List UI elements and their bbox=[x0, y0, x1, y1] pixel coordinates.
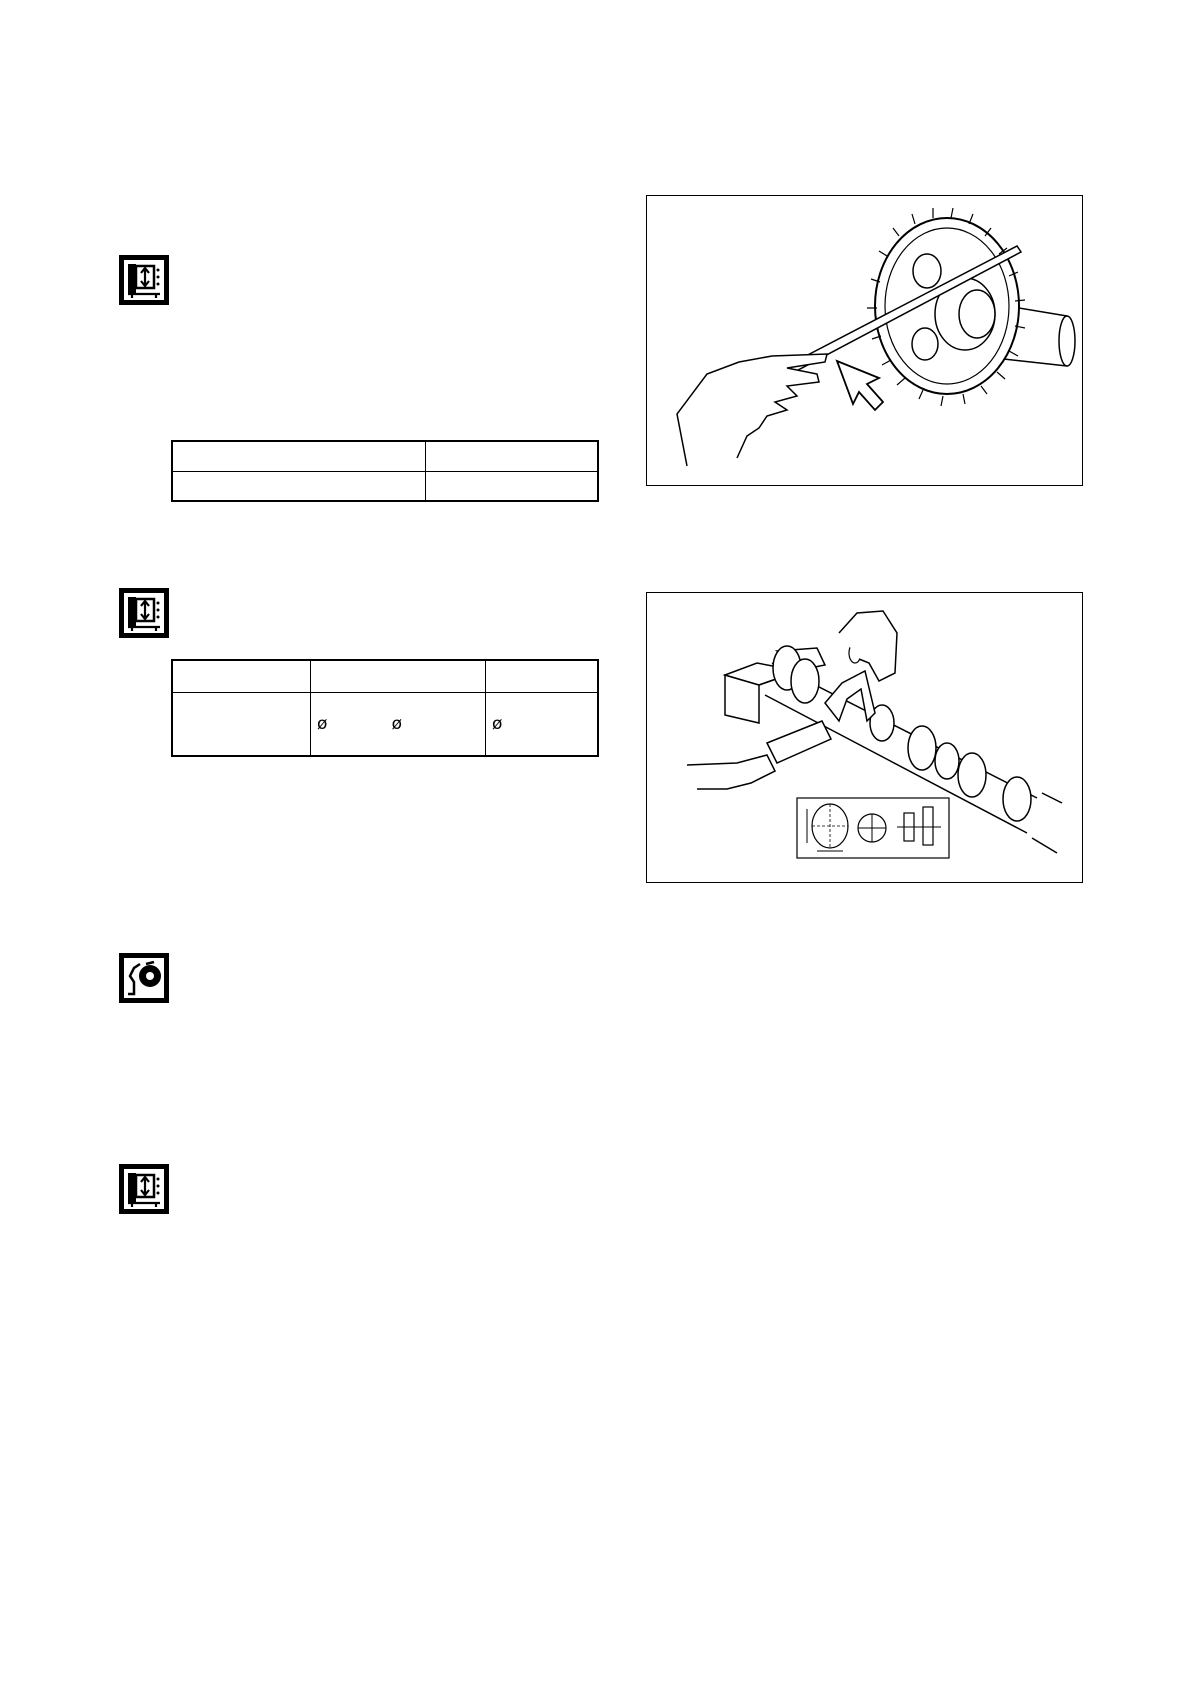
diameter-symbol: ø bbox=[492, 713, 503, 734]
table-row bbox=[172, 692, 598, 756]
measure-icon bbox=[118, 254, 170, 306]
camshaft-micrometer-figure bbox=[646, 592, 1083, 883]
table-cell bbox=[172, 692, 311, 756]
table-cell bbox=[172, 441, 426, 471]
spec-table-1 bbox=[171, 440, 599, 502]
diameter-symbol: ø bbox=[317, 713, 328, 734]
table-row bbox=[172, 660, 598, 692]
table-cell bbox=[311, 660, 486, 692]
table-cell bbox=[172, 660, 311, 692]
table-cell bbox=[426, 441, 599, 471]
table-cell bbox=[426, 471, 599, 501]
inspection-gauge-icon bbox=[118, 952, 170, 1004]
measure-icon bbox=[118, 587, 170, 639]
spec-table-2 bbox=[171, 659, 599, 757]
table-cell bbox=[486, 660, 599, 692]
table-cell bbox=[486, 692, 599, 756]
table-cell bbox=[311, 692, 486, 756]
gear-feeler-gauge-figure bbox=[646, 195, 1083, 486]
table-cell bbox=[172, 471, 426, 501]
table-row bbox=[172, 471, 598, 501]
diameter-symbol: ø bbox=[391, 713, 402, 734]
table-row bbox=[172, 441, 598, 471]
measure-icon bbox=[118, 1163, 170, 1215]
